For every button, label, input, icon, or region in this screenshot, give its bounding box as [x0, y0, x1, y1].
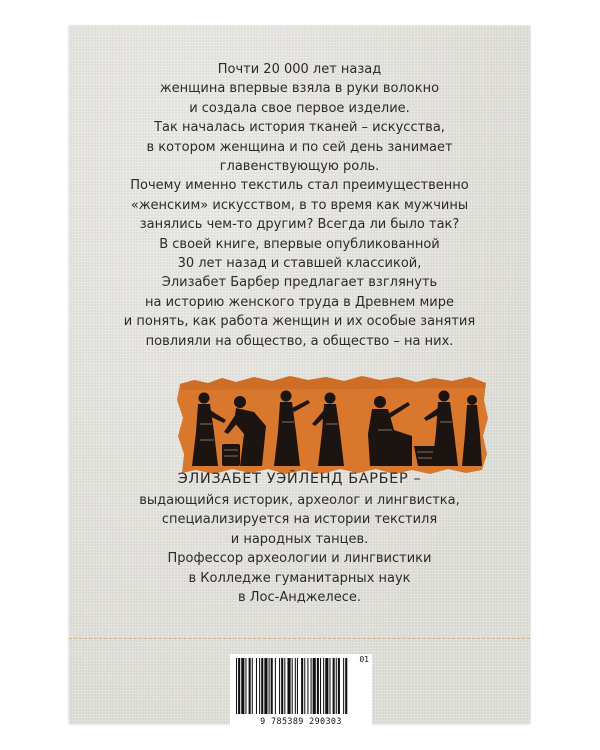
book-back-cover	[69, 26, 530, 724]
blurb-text	[69, 60, 530, 351]
barcode-bar	[329, 658, 330, 714]
blurb-line: 30 лет назад и ставшей классикой,	[177, 256, 422, 272]
barcode-bar	[301, 658, 303, 714]
greek-vase-painting-illustration	[174, 374, 490, 476]
author-section	[69, 469, 530, 607]
isbn-barcode	[230, 654, 372, 727]
barcode-bar	[279, 658, 280, 714]
barcode-bar	[345, 658, 347, 714]
barcode-bar	[271, 658, 273, 714]
blurb-line: занялись чем-то другим? Всегда ли было так?	[139, 217, 460, 233]
bio-line: в Лос-Анджелесе.	[237, 590, 362, 606]
barcode-bar	[320, 658, 321, 714]
barcode-bar	[292, 658, 293, 714]
author-name: ЭЛИЗАБЕТ УЭЙЛЕНД БАРБЕР –	[177, 471, 422, 487]
bio-line: и народных танцев.	[230, 531, 369, 547]
bio-line: специализируется на истории текстиля	[161, 512, 438, 528]
barcode-bar	[304, 658, 305, 714]
barcode-bar	[264, 658, 267, 714]
dashed-divider	[69, 638, 530, 639]
blurb-line: Почему именно текстиль стал преимущественно	[130, 178, 469, 194]
barcode-bar	[297, 658, 298, 714]
barcode-bar	[325, 658, 328, 714]
barcode-bar	[245, 658, 246, 714]
blurb-line: и создала свое первое изделие.	[189, 100, 410, 116]
bio-line: в Колледже гуманитарных наук	[188, 570, 411, 586]
barcode-bar	[343, 658, 344, 714]
barcode-bar	[333, 658, 335, 714]
barcode-bar	[256, 658, 257, 714]
barcode-bar	[317, 658, 319, 714]
barcode-bar	[284, 658, 285, 714]
barcode-bar	[287, 658, 290, 714]
barcode-bar	[313, 658, 316, 714]
author-bio	[69, 491, 530, 607]
barcode-digits: 9 785389 290303	[260, 716, 342, 726]
barcode-bar	[259, 658, 260, 714]
blurb-line: повлияли на общество, а общество – на них.	[145, 333, 454, 349]
bio-line: выдающийся историк, археолог и лингвистка,	[139, 493, 460, 508]
barcode-bar	[252, 658, 253, 714]
blurb-line: главенствующую роль.	[219, 159, 380, 175]
barcode-bar	[281, 658, 283, 714]
barcode-bar	[307, 658, 308, 714]
barcode-bar	[295, 658, 296, 714]
barcode-bar	[336, 658, 337, 714]
bio-line: Профессор археологии и лингвистики	[167, 551, 432, 567]
barcode-bar	[275, 658, 276, 714]
barcode-bar	[249, 658, 251, 714]
barcode-bar	[236, 658, 237, 714]
blurb-line: Элизабет Барбер предлагает взглянуть	[161, 275, 438, 291]
blurb-line: Так началась история тканей – искусства,	[154, 120, 445, 136]
barcode-bar	[338, 658, 340, 714]
barcode-bar	[238, 658, 240, 714]
blurb-line: на историю женского труда в Древнем мире	[145, 294, 454, 310]
blurb-line: и понять, как работа женщин и их особые занятия	[123, 314, 476, 330]
barcode-bar	[269, 658, 270, 714]
barcode-bars	[230, 654, 372, 718]
blurb-line: в котором женщина и по сей день занимает	[146, 139, 453, 155]
barcode-bar	[261, 658, 263, 714]
barcode-bar	[311, 658, 312, 714]
barcode-bar	[241, 658, 244, 714]
blurb-line: женщина впервые взяла в руки волокно	[159, 81, 440, 97]
blurb-line: Почти 20 000 лет назад	[217, 62, 382, 77]
barcode-addon-code: 01	[359, 655, 369, 664]
blurb-line: В своей книге, впервые опубликованной	[159, 236, 440, 252]
blurb-line: «женским» искусством, в то время как мужчины	[130, 197, 469, 213]
barcode-bar	[323, 658, 324, 714]
